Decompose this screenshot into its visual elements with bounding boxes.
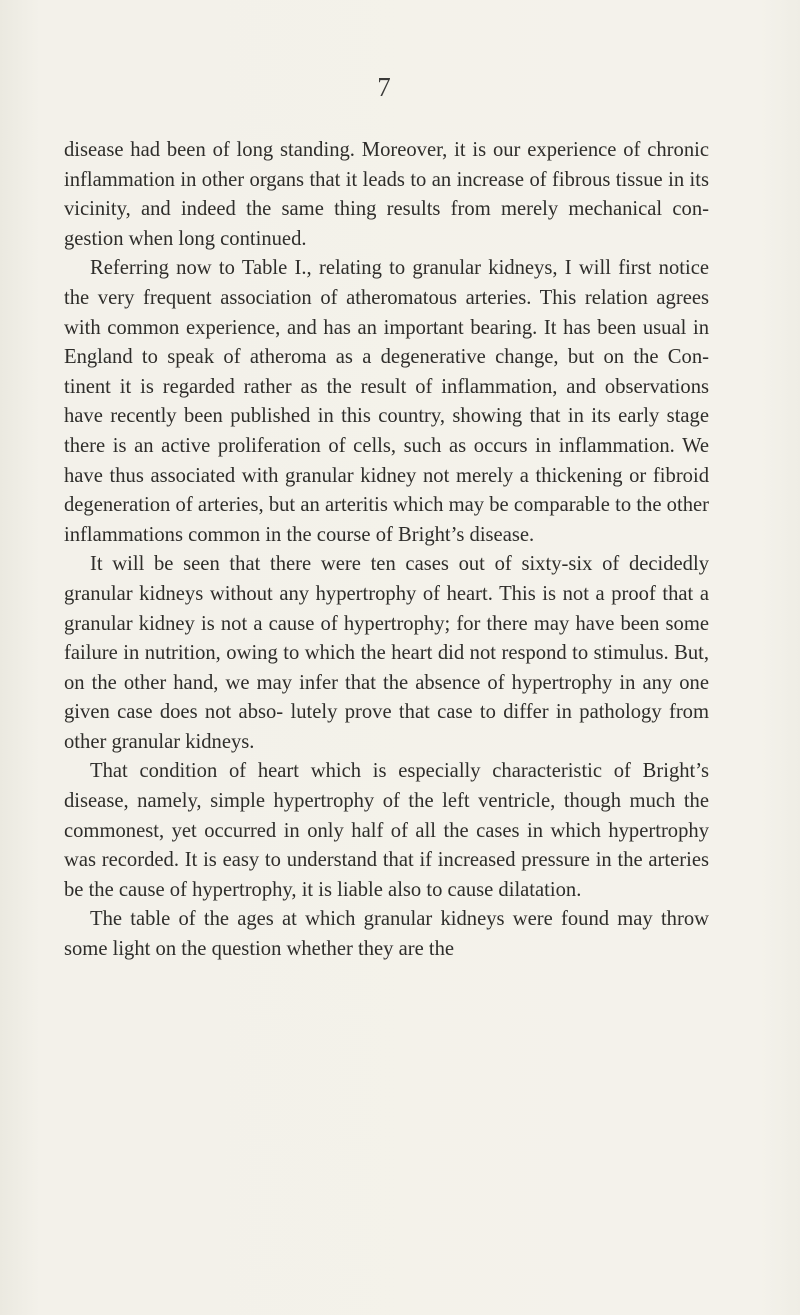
paragraph-4: That condition of heart which is especially characteristic of Bright’s disease, namely, simple hypertrophy of the left ventricle, though much the commonest, yet occurred in only half of all the cases in which hypertrophy was recorded. It is easy to understand that if increased pressure in the arteries be the cause of hypertrophy, it is liable also to cause dilatation. <box>64 760 709 901</box>
page-number: 7 <box>377 72 391 102</box>
paragraph-2: Referring now to Table I., relating to granular kidneys, I will first notice the very frequent association of atheromatous arteries. This relation agrees with common experience, and has an important bearing. It has been usual in England to speak of atheroma as a degenerative change, but on the Con- tinent it is regarded rather as the result of inflammation, and observations have recently been published in this country, showing that in its early stage there is an active proliferation of cells, such as occurs in inflammation. We have thus associated with granular kidney not merely a thickening or fibroid degeneration of arteries, but an arteritis which may be comparable to the other inflammations common in the course of Bright’s disease. <box>64 257 709 546</box>
paragraph-3: It will be seen that there were ten cases out of sixty-six of decidedly granular kidneys without any hypertrophy of heart. This is not a proof that a granular kidney is not a cause of hypertrophy; for there may have been some failure in nutrition, owing to which the heart did not respond to stimulus. But, on the other hand, we may infer that the absence of hypertrophy in any one given case does not abso- lutely prove that case to differ in pathology from other granular kidneys. <box>64 553 709 753</box>
paragraph-1: disease had been of long standing. Moreover, it is our experience of chronic inflammation in other organs that it leads to an increase of fibrous tissue in its vicinity, and indeed the same thing results from merely mechanical con- gestion when long continued. <box>64 139 709 250</box>
paragraph-5: The table of the ages at which granular kidneys were found may throw some light on the question whether they are the <box>64 908 709 961</box>
body-text <box>64 136 709 965</box>
